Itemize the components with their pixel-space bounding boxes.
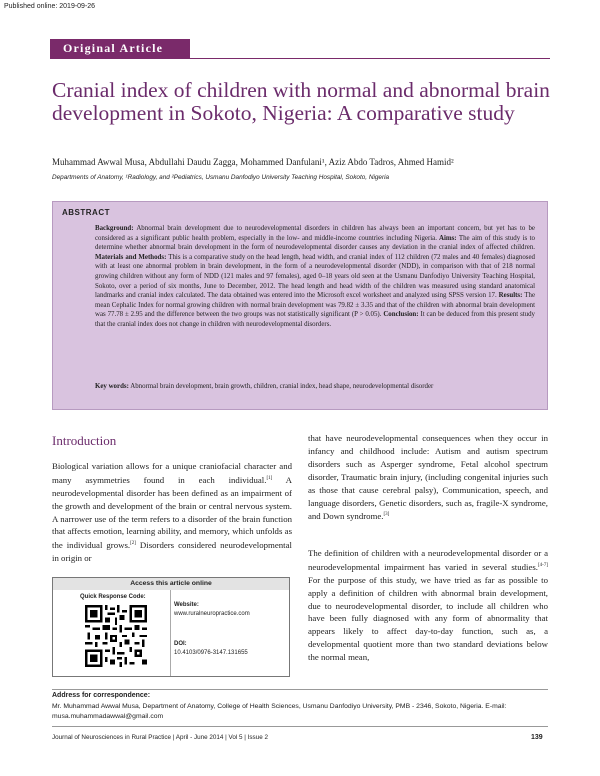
page-number: 139 [531, 734, 543, 741]
abstract-heading: ABSTRACT [62, 208, 110, 217]
affiliations: Departments of Anatomy, ¹Radiology, and ²Pediatrics, Usmanu Danfodiyo University Teaching Hospital, Sokoto, Nigeria [52, 174, 390, 181]
intro-right-paragraph-2 [308, 547, 548, 664]
citation: [3] [383, 512, 390, 518]
intro-text: A neurodevelopmental disorder has been defined as an impairment of the growth and development of the brain or central nervous system. A narrower use of the term refers to a disorder of the brain function that affects emotion, learning ability, and memory, which unfolds as the individual grows. [52, 474, 292, 551]
footer-divider [52, 726, 548, 727]
abstract-body [95, 224, 535, 330]
doi-link[interactable]: 10.4103/0976-3147.131655 [174, 650, 248, 656]
conclusion-text: It can be deduced from this present study that the cranial index does not change in children with neurodevelopmental disorders. [95, 311, 535, 328]
correspondence-divider [52, 689, 548, 690]
methods-text: This is a comparative study on the head length, head width, and cranial index of 112 children (72 males and 40 females) diagnosed with at least one abnormal problem in brain development, in the form of a neurodevelopmental disorder (NDD), in comparison with that of 218 normal growing children without any form of NDD (121 males and 97 females), aged 0–18 years old seen at the Usmanu Danfodiyo University Teaching Hospital, Sokoto, over a period of six months, June to December, 2012. The head length and head width of the children was measured using standard anatomical landmarks and cranial index calculated. The data obtained was entered into the Microsoft excel worksheet and analyzed using SPSS version 17. [95, 253, 535, 300]
keywords-text: Abnormal brain development, brain growth, children, cranial index, head shape, neurodevelopmental disorder [128, 383, 434, 390]
access-box-divider [170, 590, 171, 676]
keywords [95, 382, 535, 392]
qr-code-icon[interactable] [85, 605, 147, 667]
intro-text: Disorders considered neurodevelopmental in origin or [52, 540, 292, 564]
footer-journal: Journal of Neurosciences in Rural Practice | April - June 2014 | Vol 5 | Issue 2 [52, 734, 268, 741]
intro-text: The definition of children with a neurodevelopmental disorder or a neurodevelopmental impairment has varied in several studies. [308, 548, 548, 572]
aims-text: The aim of this study is to determine whether abnormal brain development in the form of neurodevelopmental disorder causes any deviation in the cranial index of affected children. [95, 234, 535, 252]
intro-text: For the purpose of this study, we have tried as far as possible to apply a definition of children with abnormal brain development, due to neurodevelopmental disorder, to include all children who have been fully diagnosed with any form of abnormality that appears likely to affect day-to-day function, such as, a developmental quotient more than two standard deviations below the normal mean, [308, 574, 548, 663]
intro-heading: Introduction [52, 433, 117, 448]
citation: [2] [130, 541, 136, 547]
correspondence-text: Mr. Muhammad Awwal Musa, Department of Anatomy, College of Health Sciences, Usmanu Danfodiyo University, PMB - 2346, Sokoto, Nigeria. E-mail: musa.muhammadawwal@gmail.com [52, 703, 507, 720]
doi-label: DOI: [174, 641, 187, 647]
background-label: Background: [95, 225, 134, 232]
section-tag: Original Article [63, 41, 164, 55]
author-list: Muhammad Awwal Musa, Abdullahi Daudu Zagga, Mohammed Danfulani¹, Aziz Abdo Tadros, Ahmed Hamid² [52, 157, 454, 167]
website-link[interactable]: www.ruralneuropractice.com [174, 611, 250, 617]
section-tag-rule [190, 58, 550, 59]
background-text: Abnormal brain development due to neurodevelopmental disorders in children has always been an important concern, but yet has to be considered as a significant public health problem, especially in the low- and middle-income countries including Nigeria. [95, 225, 535, 242]
methods-label: Materials and Methods: [95, 253, 167, 261]
intro-right-paragraph-1 [308, 432, 548, 523]
correspondence-heading: Address for correspondence: [52, 692, 151, 699]
intro-left-paragraph [52, 460, 292, 565]
conclusion-label: Conclusion: [381, 311, 419, 319]
results-text: The mean Cephalic Index for normal growing children with normal brain development was 79.82 ± 3.35 and that of the children with abnormal brain development was 77.78 ± 2.95 and the difference between the two groups was not statistically significant (P > 0.05). [95, 292, 535, 319]
intro-text: Biological variation allows for a unique craniofacial character and many asymmetries found in each individual. [52, 461, 292, 485]
article-title: Cranial index of children with normal and abnormal brain development in Sokoto, Nigeria: A comparative study [52, 78, 550, 125]
website-label: Website: [174, 602, 199, 608]
citation: [1] [266, 475, 273, 481]
qr-label: Quick Response Code: [80, 594, 146, 600]
intro-text: that have neurodevelopmental consequences when they occur in infancy and childhood include: Autism and autism spectrum disorders such as Asperger syndrome, Fetal alcohol spectrum disorder, Traumatic brain injury, (including congenital injuries such as those that cause cerebral palsy), Communication, speech, and language disorders, Genetic disorders, such as, fragile-X syndrome, and Down syndrome. [308, 433, 548, 522]
citation: [4-7] [538, 562, 548, 568]
keywords-label: Key words: [95, 383, 129, 390]
access-box-heading: Access this article online [53, 578, 289, 590]
results-label: Results: [496, 292, 523, 300]
published-date: Published online: 2019-09-26 [4, 3, 96, 10]
aims-label: Aims: [436, 234, 457, 242]
